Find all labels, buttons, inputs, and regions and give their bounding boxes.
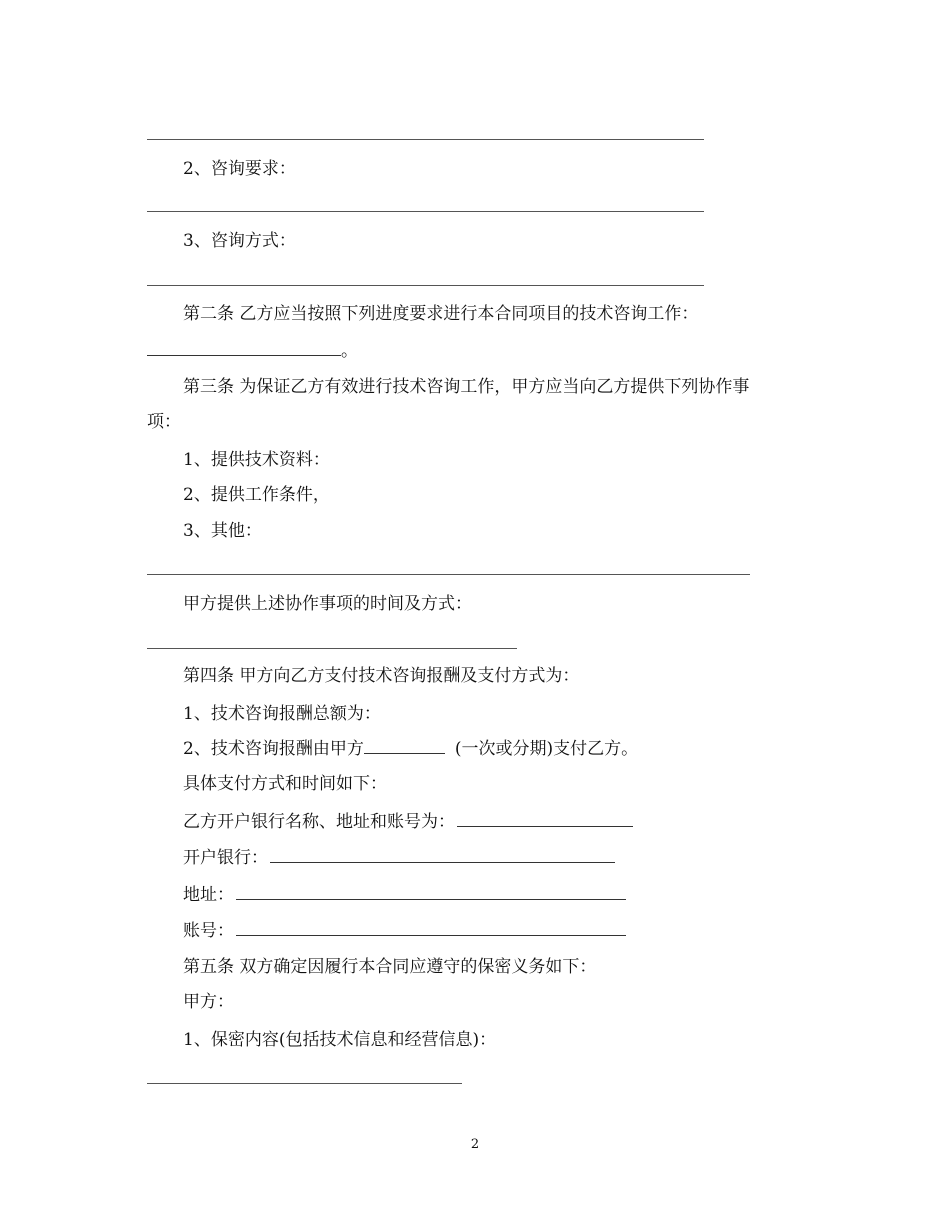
fill-blank <box>236 883 626 900</box>
bank-address <box>183 883 626 907</box>
fill-blank <box>457 810 633 827</box>
article-2-continuation <box>147 339 358 363</box>
page-number: 2 <box>470 1137 480 1152</box>
confidential-content: 1、保密内容(包括技术信息和经营信息)： <box>183 1030 497 1050</box>
article-2: 第二条 乙方应当按照下列进度要求进行本合同项目的技术咨询工作： <box>183 304 699 324</box>
payment-method-text-a: 2、技术咨询报酬由甲方 <box>183 739 364 759</box>
fill-blank <box>364 737 445 754</box>
bank-name <box>183 846 615 870</box>
payment-details: 具体支付方式和时间如下： <box>183 774 387 794</box>
blank-line <box>147 285 704 286</box>
period: 。 <box>341 341 358 361</box>
consult-method: 3、咨询方式： <box>183 231 296 251</box>
bank-info-label: 乙方开户银行名称、地址和账号为： <box>183 812 455 832</box>
other-items: 3、其他： <box>183 521 262 541</box>
payment-method-text-b: (一次或分期)支付乙方。 <box>454 739 639 759</box>
provide-work-conditions: 2、提供工作条件， <box>183 485 330 505</box>
payment-method <box>183 737 638 761</box>
account-number-label: 账号： <box>183 921 234 941</box>
fill-blank <box>270 846 615 863</box>
bank-name-label: 开户银行： <box>183 848 268 868</box>
article-3-continuation: 项： <box>147 412 181 432</box>
blank-line <box>147 648 517 649</box>
blank-line <box>147 1083 462 1084</box>
party-a-label: 甲方： <box>183 992 234 1012</box>
blank-line <box>147 139 704 140</box>
fill-blank <box>236 919 626 936</box>
article-4: 第四条 甲方向乙方支付技术咨询报酬及支付方式为： <box>183 666 580 686</box>
blank-line <box>147 211 704 212</box>
total-fee: 1、技术咨询报酬总额为： <box>183 704 381 724</box>
article-5: 第五条 双方确定因履行本合同应遵守的保密义务如下： <box>183 957 597 977</box>
bank-info <box>183 810 633 834</box>
consult-requirements: 2、咨询要求： <box>183 159 296 179</box>
fill-blank <box>147 339 341 356</box>
provide-tech-data: 1、提供技术资料： <box>183 450 330 470</box>
account-number <box>183 919 626 943</box>
cooperation-time-method: 甲方提供上述协作事项的时间及方式： <box>183 594 472 614</box>
blank-line <box>147 574 750 575</box>
article-3: 第三条 为保证乙方有效进行技术咨询工作，甲方应当向乙方提供下列协作事 <box>183 377 750 397</box>
bank-address-label: 地址： <box>183 885 234 905</box>
